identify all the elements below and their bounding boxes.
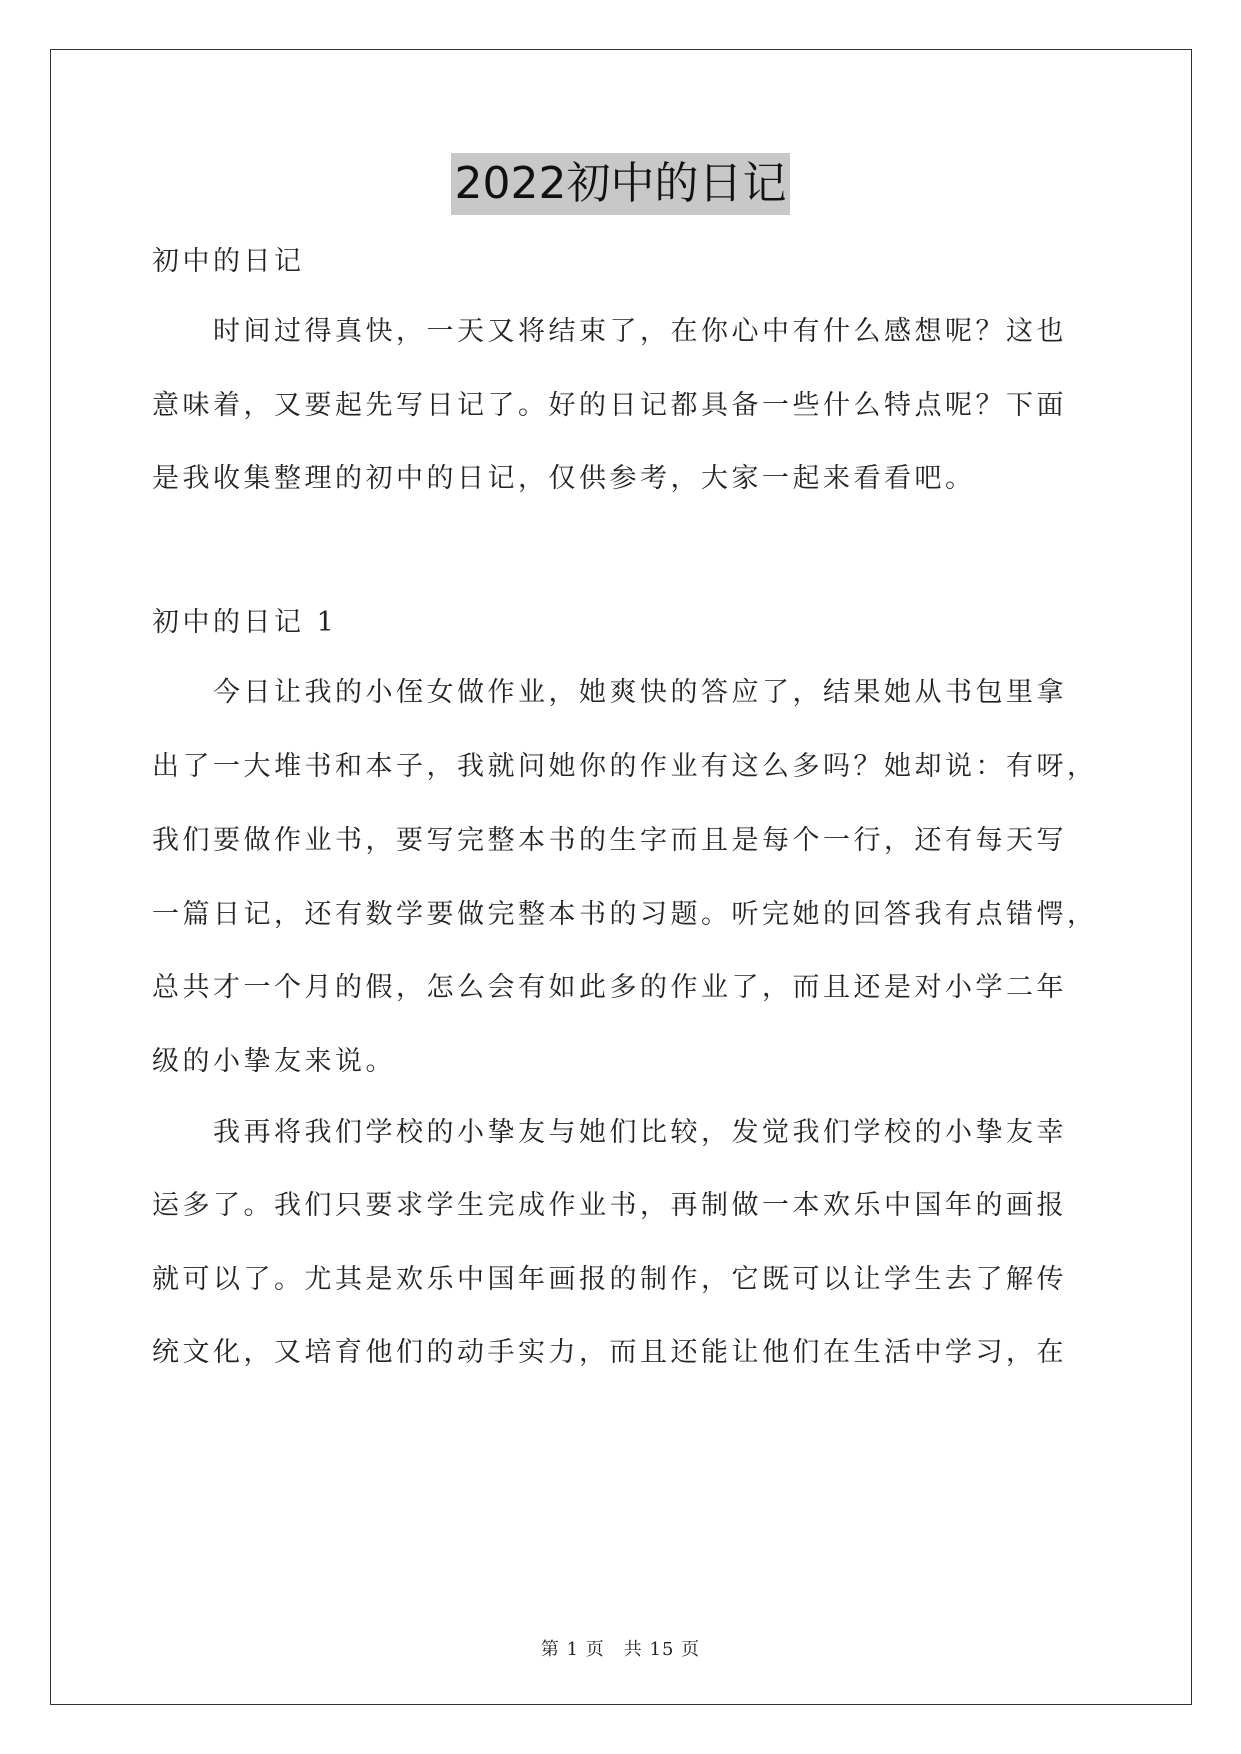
- paragraph-line: 运多了。我们只要求学生完成作业书，再制做一本欢乐中国年的画报: [152, 1190, 1067, 1221]
- paragraph-line: 我们要做作业书，要写完整本书的生字而且是每个一行，还有每天写: [152, 825, 1067, 856]
- intro-heading: 初中的日记: [152, 246, 305, 277]
- paragraph-line: 我再将我们学校的小挚友与她们比较，发觉我们学校的小挚友幸: [213, 1117, 1067, 1148]
- paragraph-line: 今日让我的小侄女做作业，她爽快的答应了，结果她从书包里拿: [213, 677, 1067, 708]
- paragraph-line: 就可以了。尤其是欢乐中国年画报的制作，它既可以让学生去了解传: [152, 1264, 1067, 1295]
- page-border: [50, 49, 1192, 1705]
- paragraph-line: 级的小挚友来说。: [152, 1046, 396, 1077]
- document-title: 2022初中的日记: [451, 153, 791, 215]
- paragraph-line: 出了一大堆书和本子，我就问她你的作业有这么多吗？她却说：有呀，: [152, 751, 1098, 782]
- paragraph-line: 是我收集整理的初中的日记，仅供参考，大家一起来看看吧。: [152, 463, 976, 494]
- paragraph-line: 总共才一个月的假，怎么会有如此多的作业了，而且还是对小学二年: [152, 972, 1067, 1003]
- paragraph-line: 统文化，又培育他们的动手实力，而且还能让他们在生活中学习，在: [152, 1337, 1067, 1368]
- paragraph-line: 时间过得真快，一天又将结束了，在你心中有什么感想呢？这也: [213, 316, 1067, 347]
- paragraph-line: 意味着，又要起先写日记了。好的日记都具备一些什么特点呢？下面: [152, 390, 1067, 421]
- section-heading: 初中的日记 1: [152, 607, 338, 638]
- title-wrap: [0, 153, 1241, 215]
- paragraph-line: 一篇日记，还有数学要做完整本书的习题。听完她的回答我有点错愕，: [152, 899, 1098, 930]
- page-number: 第 1 页 共 15 页: [540, 1639, 701, 1660]
